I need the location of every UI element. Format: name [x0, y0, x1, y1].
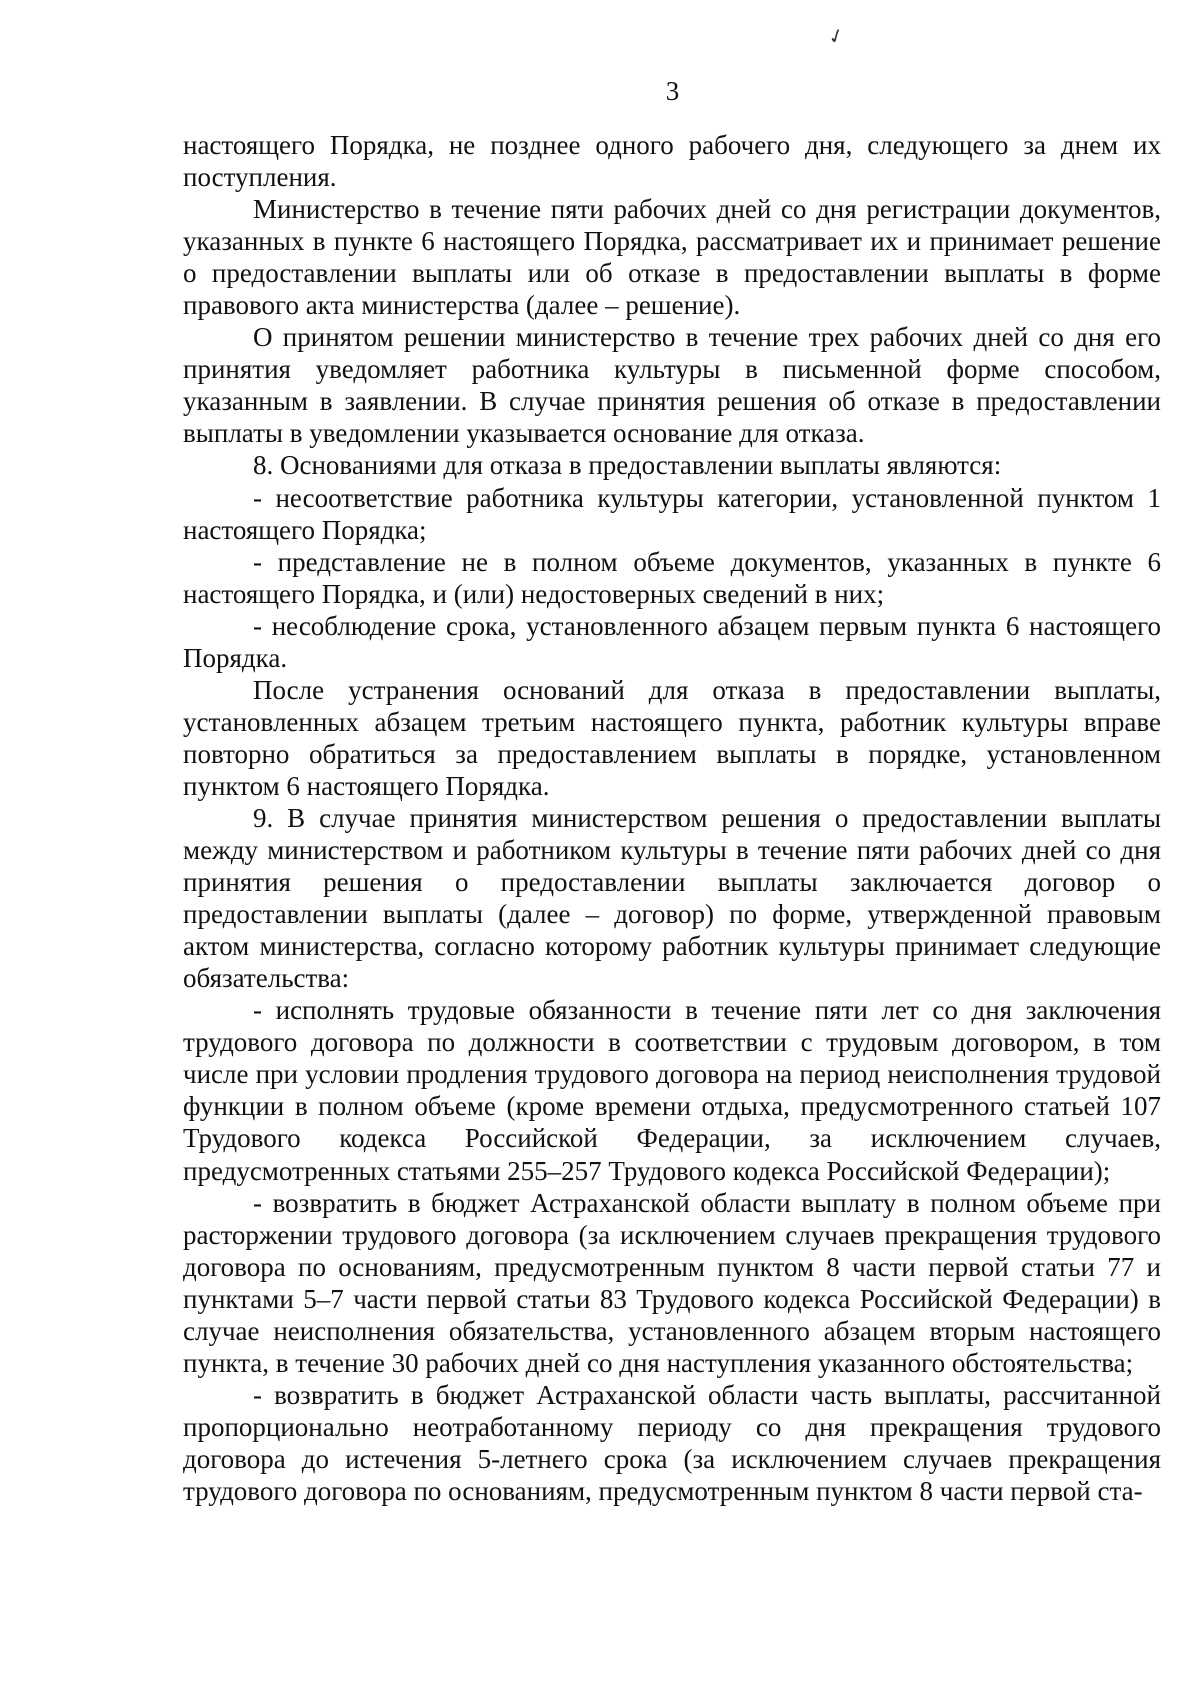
- document-body: [183, 129, 1161, 1507]
- document-paragraph: После устранения оснований для отказа в предоставлении выплаты, установленных абзацем третьим настоящего пункта, работник культуры вправе повторно обратиться за предоставлением выплаты в порядке, установленном пунктом 6 настоящего Порядка.: [183, 674, 1161, 801]
- document-paragraph: - возвратить в бюджет Астраханской области часть выплаты, рассчитанной пропорционально неотработанному периоду со дня прекращения трудового договора до истечения 5-летнего срока (за исключением случаев прекращения трудового договора по основаниям, предусмотренным пунктом 8 части первой ста-: [183, 1379, 1161, 1506]
- document-paragraph: 8. Основаниями для отказа в предоставлении выплаты являются:: [253, 450, 1002, 481]
- document-paragraph: О принятом решении министерство в течение трех рабочих дней со дня его принятия уведомляет работника культуры в письменной форме способом, указанным в заявлении. В случае принятия решения об отказе в предоставлении выплаты в уведомлении указывается основание для отказа.: [183, 322, 1161, 449]
- document-paragraph: настоящего Порядка, не позднее одного рабочего дня, следующего за днем их поступления.: [183, 130, 1161, 193]
- scan-checkmark: ✓: [824, 23, 849, 51]
- document-paragraph: - несоответствие работника культуры категории, установленной пунктом 1 настоящего Порядка;: [183, 482, 1161, 545]
- document-paragraph: - возвратить в бюджет Астраханской области выплату в полном объеме при расторжении трудового договора (за исключением случаев прекращения трудового договора по основаниям, предусмотренным пунктом 8 части первой статьи 77 и пунктами 5–7 части первой статьи 83 Трудового кодекса Российской Федерации) в случае неисполнения обязательства, установленного абзацем вторым настоящего пункта, в течение 30 рабочих дней со дня наступления указанного обстоятельства;: [183, 1187, 1161, 1378]
- document-paragraph: - несоблюдение срока, установленного абзацем первым пункта 6 настоящего Порядка.: [183, 610, 1161, 673]
- document-paragraph: - представление не в полном объеме документов, указанных в пункте 6 настоящего Порядка, и (или) недостоверных сведений в них;: [183, 546, 1161, 609]
- document-paragraph: - исполнять трудовые обязанности в течение пяти лет со дня заключения трудового договора по должности в соответствии с трудовым договором, в том числе при условии продления трудового договора на период неисполнения трудовой функции в полном объеме (кроме времени отдыха, предусмотренного статьей 107 Трудового кодекса Российской Федерации, за исключением случаев, предусмотренных статьями 255–257 Трудового кодекса Российской Федерации);: [183, 995, 1161, 1186]
- page-number: 3: [665, 76, 680, 106]
- document-paragraph: Министерство в течение пяти рабочих дней со дня регистрации документов, указанных в пункте 6 настоящего Порядка, рассматривает их и принимает решение о предоставлении выплаты или об отказе в предоставлении выплаты в форме правового акта министерства (далее – решение).: [183, 194, 1161, 321]
- document-paragraph: 9. В случае принятия министерством решения о предоставлении выплаты между министерством и работником культуры в течение пяти рабочих дней со дня принятия решения о предоставлении выплаты заключается договор о предоставлении выплаты (далее – договор) по форме, утвержденной правовым актом министерства, согласно которому работник культуры принимает следующие обязательства:: [183, 802, 1161, 994]
